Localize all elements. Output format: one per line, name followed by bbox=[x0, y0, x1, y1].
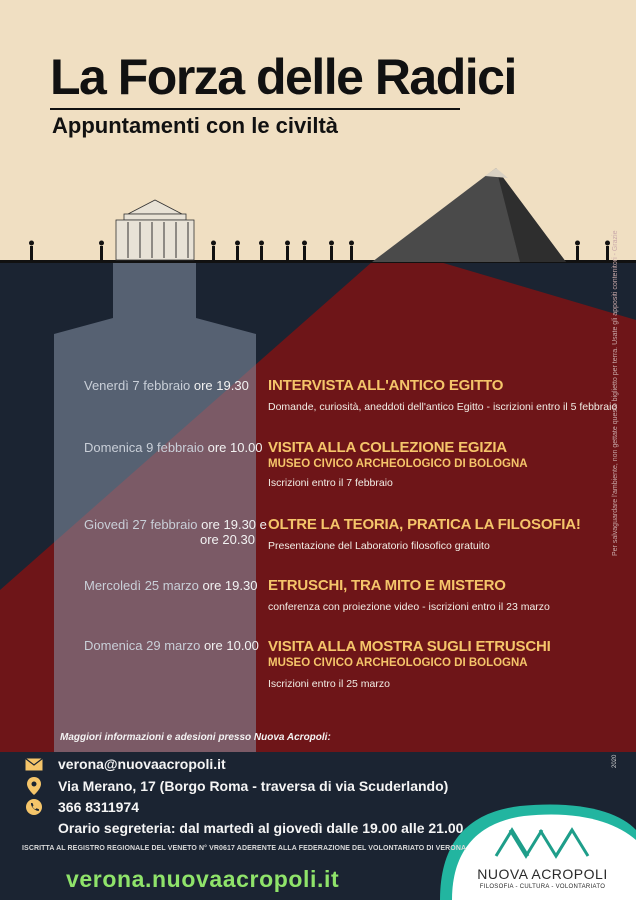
event-time: ore 10.00 bbox=[207, 440, 263, 455]
event-time: ore 19.30 bbox=[202, 578, 258, 593]
address-text: Via Merano, 17 (Borgo Roma - traversa di via Scuderlando) bbox=[58, 778, 449, 794]
event-date bbox=[84, 638, 259, 653]
year-label: 2020 bbox=[612, 754, 618, 768]
event-title: VISITA ALLA COLLEZIONE EGIZIA bbox=[268, 439, 507, 456]
event-day: Giovedì 27 febbraio bbox=[84, 517, 198, 532]
contact-phone[interactable] bbox=[24, 797, 139, 817]
event-date bbox=[84, 440, 263, 455]
pyramid-illustration bbox=[372, 168, 566, 262]
event-description: Iscrizioni entro il 7 febbraio bbox=[268, 477, 393, 489]
title-underline bbox=[50, 108, 460, 110]
contact-address bbox=[24, 776, 448, 796]
website-link[interactable]: verona.nuovaacropoli.it bbox=[66, 866, 340, 892]
page-title: La Forza delle Radici bbox=[50, 49, 516, 105]
event-date bbox=[84, 378, 249, 393]
event-date bbox=[84, 517, 267, 532]
event-time-second: ore 20.30 bbox=[200, 532, 255, 547]
more-info-text: Maggiori informazioni e adesioni presso Nuova Acropoli: bbox=[60, 732, 331, 743]
event-time: ore 19.30 bbox=[193, 378, 249, 393]
envelope-icon bbox=[24, 754, 44, 774]
environment-note: Per salvaguardare l'ambiente, non gettate questo biglietto per terra. Usate gli appositi contenitori - Grazie bbox=[612, 230, 619, 556]
page-subtitle: Appuntamenti con le civiltà bbox=[52, 113, 339, 138]
phone-text: 366 8311974 bbox=[58, 799, 139, 815]
registry-text: ISCRITTA AL REGISTRO REGIONALE DEL VENETO N° VR0617 ADERENTE ALLA FEDERAZIONE DEL VOLONTARIATO DI VERONA bbox=[22, 845, 467, 852]
event-description: Presentazione del Laboratorio filosofico gratuito bbox=[268, 540, 490, 552]
logo-brand-name: NUOVA ACROPOLI bbox=[477, 866, 608, 882]
event-subtitle: MUSEO CIVICO ARCHEOLOGICO DI BOLOGNA bbox=[268, 458, 528, 470]
event-time: ore 19.30 e bbox=[201, 517, 267, 532]
event-day: Mercoledì 25 marzo bbox=[84, 578, 199, 593]
event-title: ETRUSCHI, TRA MITO E MISTERO bbox=[268, 577, 506, 594]
contact-email[interactable] bbox=[24, 754, 226, 774]
event-description: Iscrizioni entro il 25 marzo bbox=[268, 678, 390, 690]
location-pin-icon bbox=[24, 776, 44, 796]
office-hours: Orario segreteria: dal martedì al giovedì dalle 19.00 alle 21.00 bbox=[58, 820, 464, 836]
event-description: conferenza con proiezione video - iscrizioni entro il 23 marzo bbox=[268, 601, 550, 613]
logo-tagline: FILOSOFIA - CULTURA - VOLONTARIATO bbox=[479, 884, 606, 890]
email-text: verona@nuovaacropoli.it bbox=[58, 756, 226, 772]
event-subtitle: MUSEO CIVICO ARCHEOLOGICO DI BOLOGNA bbox=[268, 657, 528, 669]
event-title: OLTRE LA TEORIA, PRATICA LA FILOSOFIA! bbox=[268, 516, 581, 533]
event-day: Domenica 9 febbraio bbox=[84, 440, 204, 455]
event-title: VISITA ALLA MOSTRA SUGLI ETRUSCHI bbox=[268, 638, 551, 655]
event-day: Venerdì 7 febbraio bbox=[84, 378, 191, 393]
event-day: Domenica 29 marzo bbox=[84, 638, 201, 653]
phone-icon bbox=[24, 797, 44, 817]
event-title: INTERVISTA ALL'ANTICO EGITTO bbox=[268, 377, 504, 394]
event-time: ore 10.00 bbox=[203, 638, 259, 653]
event-date bbox=[84, 578, 257, 593]
event-description: Domande, curiosità, aneddoti dell'antico Egitto - iscrizioni entro il 5 febbraio bbox=[268, 401, 618, 413]
temple-illustration bbox=[116, 200, 194, 260]
